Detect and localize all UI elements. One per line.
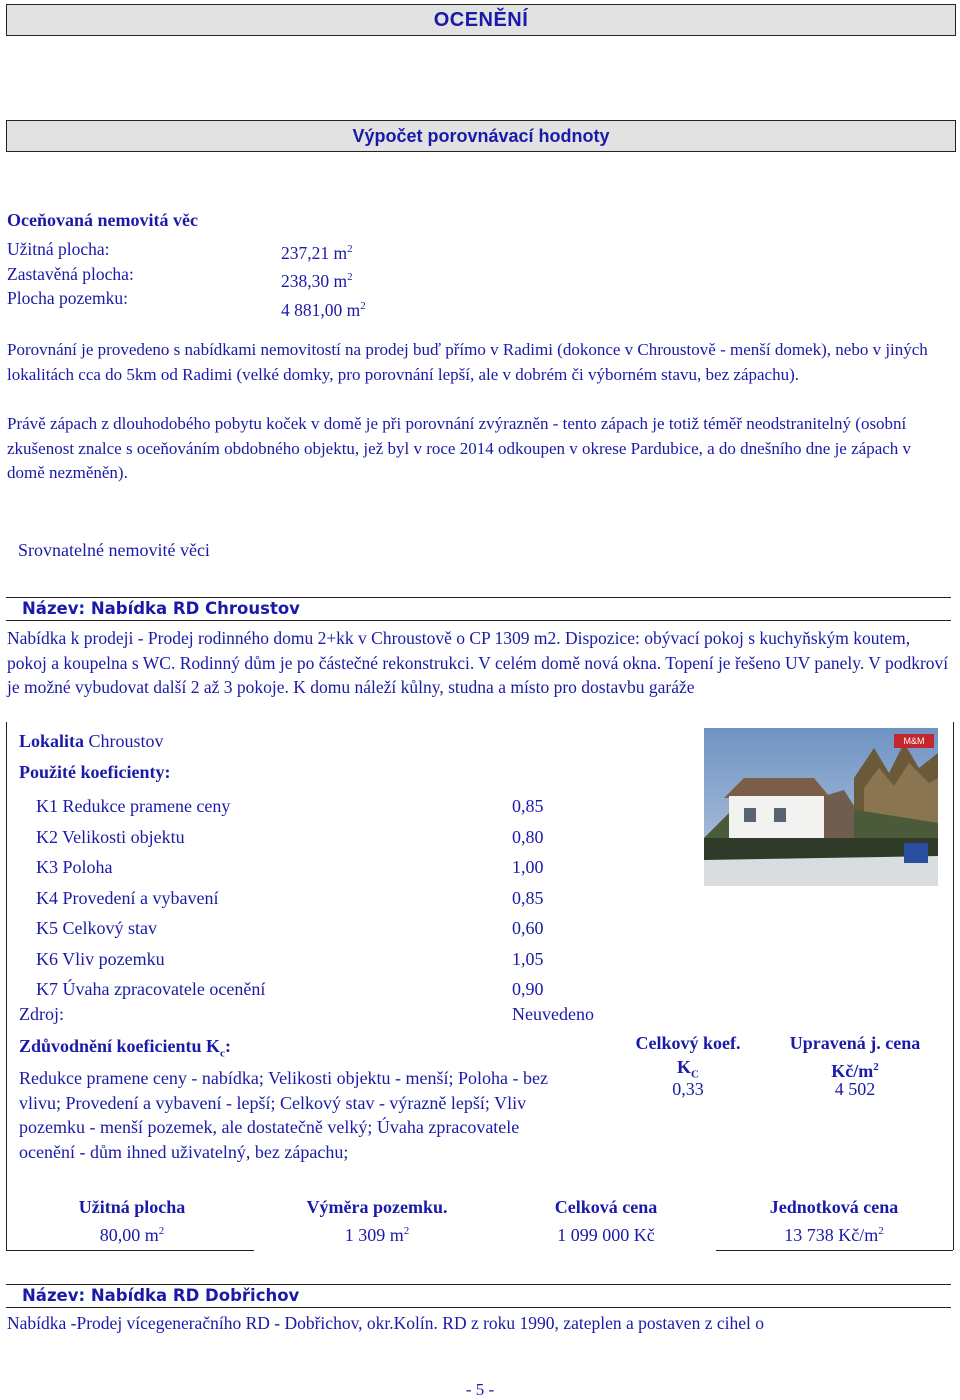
property-value-usable: 237,21 $m^2$	[281, 242, 353, 263]
offer1-locality	[19, 731, 164, 752]
coef-value-k1: 0,85	[512, 796, 544, 816]
coef-label-k7: K7 Úvaha zpracovatele ocenění	[36, 979, 266, 999]
total-coef-symbol: $K_C$	[677, 1057, 699, 1081]
offer1-frame-left	[6, 722, 7, 1250]
coef-label-k5: K5 Celkový stav	[36, 918, 157, 938]
summary-header-land: Výměra pozemku.	[306, 1197, 448, 1217]
coef-value-k3: 1,00	[512, 857, 544, 877]
source-label: Zdroj:	[19, 1004, 64, 1024]
coef-value-k5: 0,60	[512, 918, 544, 938]
section-title: Výpočet porovnávací hodnoty	[352, 125, 610, 146]
coef-value-k2: 0,80	[512, 826, 544, 847]
coef-value-k4: 0,85	[512, 887, 544, 908]
property-values	[281, 237, 366, 322]
coef-label-k6: K6 Vliv pozemku	[36, 948, 165, 969]
offer1-name: Název: Nabídka RD Chroustov	[22, 599, 300, 618]
source-value: Neuvedeno	[512, 1004, 594, 1024]
total-coef-value: 0,33	[672, 1079, 704, 1099]
locality-value: Chroustov	[88, 731, 164, 751]
property-label-usable: Užitná plocha:	[7, 239, 110, 259]
adjusted-price-value: 4 502	[834, 1079, 876, 1099]
coef-values	[512, 791, 544, 1005]
page-title: OCENĚNÍ	[433, 8, 529, 31]
justification-text: Redukce pramene ceny - nabídka; Velikosti objektu - menší; Poloha - bez vlivu; Provedení a vybavení - lepší; Celkový stav - výrazně lepší; Vliv pozemku - menší pozemek, ale dostatečně velký; Úvaha zpracovatele ocenění - dům ihned uživatelný, bez zápachu;	[19, 1068, 549, 1162]
comparables-heading: Srovnatelné nemovité věci	[18, 540, 210, 560]
coef-heading: Použité koeficienty:	[19, 762, 171, 782]
locality-label: Lokalita	[19, 731, 85, 751]
adjusted-price	[772, 1031, 938, 1083]
coef-label-k2: K2 Velikosti objektu	[36, 826, 185, 847]
property-value-land: 4 881,00 $m^2$	[281, 299, 366, 320]
adjusted-price-label: Upravená j. cena	[789, 1033, 921, 1053]
coef-value-k7: 0,90	[512, 979, 544, 999]
summary-value-land: 1 309 $m^2$	[344, 1225, 410, 1245]
intro-paragraph-2: Právě zápach z dlouhodobého pobytu koček v domě je při porovnání zvýrazněn - tento zápach je totiž téměř neodstranitelný (osobní zkušenost znalce s oceňováním obdobného objektu, jež byl v roce 2014 odkoupen v okrese Pardubice, a do dnešního dne je zápach v domě nezměněn).	[7, 414, 912, 482]
property-heading: Oceňovaná nemovitá věc	[7, 210, 198, 230]
page-title-bar	[6, 4, 956, 36]
offer2-description: Nabídka -Prodej vícegeneračního RD - Dobřichov, okr.Kolín. RD z roku 1990, zateplen a postaven z cihel o	[7, 1313, 764, 1333]
coef-label-k4: K4 Provedení a vybavení	[36, 887, 219, 908]
coef-label-k3: K3 Poloha	[36, 857, 113, 877]
intro-paragraph-1: Porovnání je provedeno s nabídkami nemovitostí na prodej buď přímo v Radimi (dokonce v Chroustově - menší domek), nebo v jiných lokalitách cca do 5km od Radimi (velké domky, pro porovnání lepší, ale v dobrém či výborném stavu, bez zápachu).	[7, 340, 928, 384]
justification-heading: Zdůvodnění koeficientu $K_c$:	[19, 1036, 231, 1060]
adjusted-price-unit: $Kč/m^2$	[831, 1061, 879, 1081]
photo-badge: M&M	[903, 736, 925, 746]
property-label-land: Plocha pozemku:	[7, 288, 129, 308]
summary-value-unit: 13 738 $Kč/m^2$	[784, 1225, 884, 1245]
property-label-built: Zastavěná plocha:	[7, 263, 134, 284]
total-coef-label: Celkový koef.	[635, 1033, 741, 1053]
property-value-built: 238,30 $m^2$	[281, 271, 353, 292]
section-title-bar	[6, 120, 956, 152]
page-number: - 5 -	[465, 1380, 495, 1399]
offer1-description: Nabídka k prodeji - Prodej rodinného domu 2+kk v Chroustově o CP 1309 m2. Dispozice: obývací pokoj s kuchyňským koutem, pokoj a koupelna s WC. Rodinný dům je po částečné rekonstrukci. V celém domě nová okna. Topení je řešeno UV panely. V podkroví je možné vybudovat další 2 až 3 pokoje. K domu náleží kůlny, studna a místo pro dostavbu garáže	[7, 628, 949, 697]
summary-header-total: Celková cena	[554, 1197, 658, 1217]
coef-labels	[36, 791, 265, 1005]
offer1-house-photo	[704, 728, 938, 886]
house-photo-illustration	[704, 728, 938, 886]
offer1-frame-bottom-left	[6, 1250, 254, 1251]
summary-value-usable: 80,00 $m^2$	[99, 1225, 165, 1245]
coef-label-k1: K1 Redukce pramene ceny	[36, 796, 231, 816]
summary-header-usable: Užitná plocha	[78, 1197, 186, 1217]
offer1-frame-right	[953, 722, 954, 1250]
summary-value-total: 1 099 000 Kč	[557, 1225, 655, 1245]
offer2-name: Název: Nabídka RD Dobřichov	[22, 1286, 300, 1305]
property-labels	[7, 237, 134, 311]
offer1-frame-bottom-right	[716, 1250, 953, 1251]
summary-header-unit: Jednotková cena	[769, 1197, 899, 1217]
coef-value-k6: 1,05	[512, 948, 544, 969]
